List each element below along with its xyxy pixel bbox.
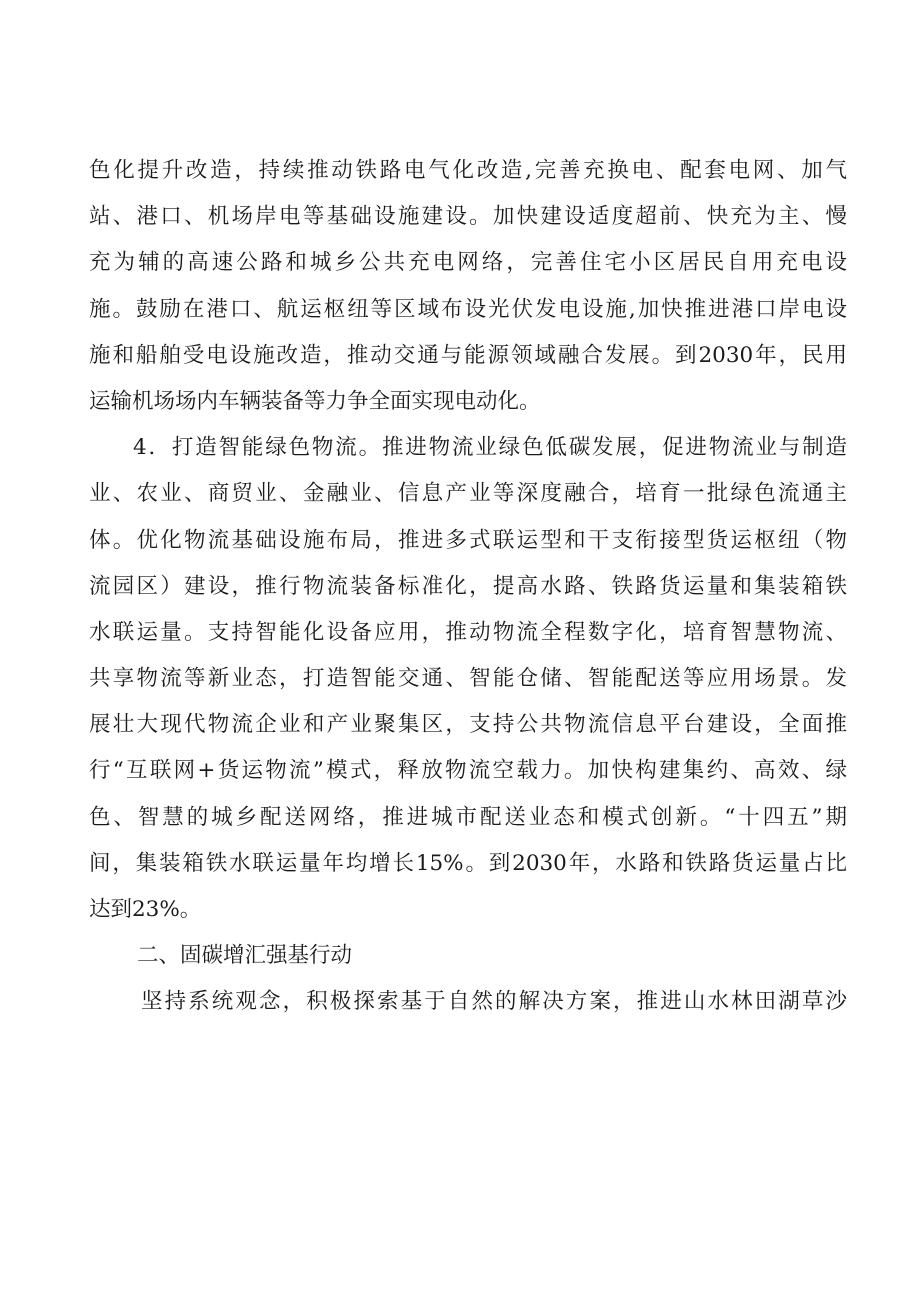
text-line: 业、农业、商贸业、金融业、信息产业等深度融合，培育一批绿色流通主 [89, 481, 847, 507]
text-line: 共享物流等新业态，打造智能交通、智能仓储、智能配送等应用场景。发 [89, 666, 847, 692]
text-line: 站、港口、机场岸电等基础设施建设。加快建设适度超前、快充为主、慢 [89, 204, 847, 230]
text-line: 间，集装箱铁水联运量年均增长15%。到2030年，水路和铁路货运量占比 [89, 850, 847, 876]
paragraph-electrification [89, 148, 847, 425]
text-line: 充为辅的高速公路和城乡公共充电网络，完善住宅小区居民自用充电设 [89, 250, 847, 276]
text-line: 流园区）建设，推行物流装备标准化，提高水路、铁路货运量和集装箱铁 [89, 573, 847, 599]
section-heading: 二、固碳增汇强基行动 [137, 943, 353, 969]
text-line: 施。鼓励在港口、航运枢纽等区域布设光伏发电设施,加快推进港口岸电设 [89, 296, 847, 322]
text-line: 运输机场场内车辆装备等力争全面实现电动化。 [89, 388, 541, 414]
text-line: 行“互联网+货运物流”模式，释放物流空载力。加快构建集约、高效、绿 [89, 758, 847, 784]
document-page [89, 148, 847, 1026]
text-line: 施和船舶受电设施改造，推动交通与能源领域融合发展。到2030年，民用 [89, 342, 847, 368]
text-line: 体。优化物流基础设施布局，推进多式联运型和干支衔接型货运枢纽（物 [89, 527, 847, 553]
paragraph-carbon-sink [89, 979, 847, 1025]
paragraph-smart-logistics [89, 425, 847, 933]
text-line: 坚持系统观念，积极探索基于自然的解决方案，推进山水林田湖草沙 [141, 989, 847, 1015]
text-line: 色、智慧的城乡配送网络，推进城市配送业态和模式创新。“十四五”期 [89, 804, 847, 830]
text-line: 4．打造智能绿色物流。推进物流业绿色低碳发展，促进物流业与制造 [133, 435, 847, 461]
text-line: 色化提升改造，持续推动铁路电气化改造,完善充换电、配套电网、加气 [89, 158, 847, 183]
text-line: 展壮大现代物流企业和产业聚集区，支持公共物流信息平台建设，全面推 [89, 712, 847, 738]
text-line: 水联运量。支持智能化设备应用，推动物流全程数字化，培育智慧物流、 [89, 619, 847, 645]
text-line: 达到23%。 [89, 897, 202, 922]
